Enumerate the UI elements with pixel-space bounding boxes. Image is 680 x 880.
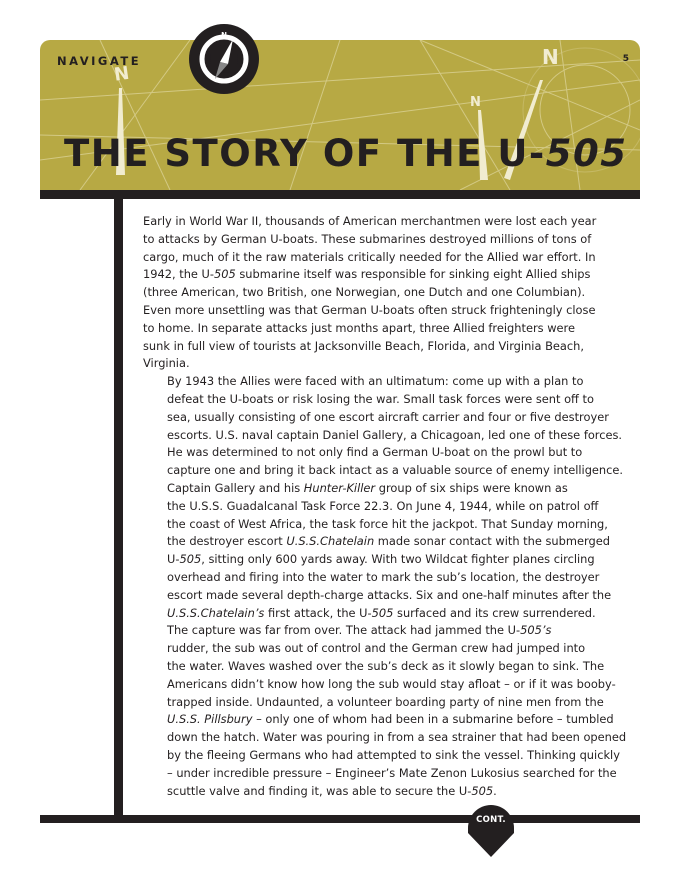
text-run: submarine itself was responsible for sinking eight Allied ships: [235, 267, 591, 282]
italic-text-run: Hunter-Killer: [303, 480, 376, 495]
text-line: [143, 320, 575, 338]
text-run: (three American, two British, one Norwegian, one Dutch and one Columbian).: [143, 285, 586, 300]
header-rule: [40, 190, 640, 199]
text-run: overhead and firing into the water to mark the sub’s location, the destroyer: [167, 569, 600, 584]
text-run: down the hatch. Water was pouring in from a sea strainer that had been opened: [167, 730, 627, 745]
compass-icon: [189, 24, 259, 94]
text-line: [143, 533, 610, 551]
text-run: Early in World War II, thousands of American merchantmen were lost each year: [143, 214, 597, 228]
title-number: 505: [545, 132, 628, 175]
text-line: [143, 302, 596, 320]
text-run: escort made several depth-charge attacks. Six and one-half minutes after the: [167, 587, 612, 602]
italic-text-run: 505: [179, 552, 202, 567]
italic-text-run: U.S.S.Chatelain: [286, 534, 375, 549]
svg-text:N: N: [470, 95, 481, 110]
text-line: [143, 640, 586, 658]
text-line: [143, 658, 605, 676]
text-run: sea, usually consisting of one escort aircraft carrier and four or five destroyer: [167, 409, 609, 424]
paragraph: [143, 622, 627, 800]
paragraph: [143, 373, 624, 480]
title-main: THE STORY OF THE U-: [64, 132, 546, 175]
text-run: by the fleeing Germans who had attempted to sink the vessel. Thinking quickly: [167, 747, 620, 762]
text-line: [143, 711, 614, 729]
text-line: [143, 231, 592, 249]
article-body: [143, 213, 627, 800]
text-run: .: [493, 783, 497, 798]
text-run: cargo, much of it the raw materials critically needed for the Allied war effort. In: [143, 249, 596, 264]
svg-text:N: N: [112, 62, 131, 86]
text-line: [143, 551, 595, 569]
text-run: the coast of West Africa, the task force hit the jackpot. That Sunday morning,: [167, 516, 608, 531]
text-run: – under incredible pressure – Engineer’s Mate Zenon Lukosius searched for the: [167, 765, 617, 780]
paragraph: [143, 480, 612, 622]
text-run: rudder, the sub was out of control and the German crew had jumped into: [167, 641, 586, 656]
side-rule: [114, 199, 123, 817]
continue-marker[interactable]: [466, 805, 516, 857]
compass-letter: N: [221, 31, 227, 39]
text-line: [143, 373, 584, 391]
text-line: [143, 747, 620, 765]
text-line: [143, 765, 617, 783]
text-line: [143, 249, 596, 267]
text-run: defeat the U-boats or risk losing the war. Small task forces were sent off to: [167, 391, 594, 406]
paragraph: [143, 213, 597, 373]
section-label: NAVIGATE: [57, 54, 142, 68]
italic-text-run: 505’s: [520, 623, 552, 638]
italic-text-run: 505: [371, 605, 394, 620]
text-line: [143, 284, 586, 302]
text-line: [143, 498, 599, 516]
text-run: 1942, the U-: [143, 267, 214, 282]
continue-label: CONT.: [476, 815, 506, 825]
text-line: [143, 213, 597, 231]
text-line: [143, 676, 616, 694]
text-line: [143, 462, 624, 480]
text-run: group of six ships were known as: [375, 480, 568, 495]
italic-text-run: 505: [471, 783, 494, 798]
text-run: escorts. U.S. naval captain Daniel Gallery, a Chicagoan, led one of these forces.: [167, 427, 623, 442]
text-line: [143, 266, 591, 284]
text-run: the water. Waves washed over the sub’s deck as it slowly began to sink. The: [167, 658, 605, 673]
text-run: sunk in full view of tourists at Jacksonville Beach, Florida, and Virginia Beach,: [143, 338, 584, 353]
text-line: [143, 391, 594, 409]
italic-text-run: U.S.S.Chatelain’s: [167, 605, 265, 620]
text-run: He was determined to not only find a German U-boat on the prowl but to: [167, 445, 583, 460]
text-run: surfaced and its crew surrendered.: [393, 605, 596, 620]
text-run: Virginia.: [143, 356, 190, 371]
text-line: [143, 338, 584, 356]
text-run: capture one and bring it back intact as a valuable source of enemy intelligence.: [167, 463, 624, 478]
text-line: [143, 569, 600, 587]
text-line: [143, 444, 583, 462]
text-run: Captain Gallery and his: [167, 480, 304, 495]
text-line: [143, 783, 575, 801]
text-run: to home. In separate attacks just months apart, three Allied freighters were: [143, 320, 575, 335]
text-line: [143, 516, 608, 534]
text-line: [143, 694, 604, 712]
text-line: [143, 355, 575, 373]
text-line: [143, 480, 575, 498]
text-line: [143, 605, 596, 623]
text-line: [143, 587, 612, 605]
text-run: made sonar contact with the submerged: [374, 534, 610, 549]
text-run: trapped inside. Undaunted, a volunteer boarding party of nine men from the: [167, 694, 604, 709]
text-run: first attack, the U-: [264, 605, 372, 620]
italic-text-run: 505: [214, 267, 236, 282]
text-run: scuttle valve and finding it, was able to secure the U-: [167, 783, 472, 798]
header-banner: [40, 40, 640, 190]
text-run: the destroyer escort: [167, 534, 287, 549]
text-run: to attacks by German U-boats. These submarines destroyed millions of tons of: [143, 231, 592, 246]
text-run: , sitting only 600 yards away. With two Wildcat fighter planes circling: [201, 552, 595, 567]
footer-rule: [40, 815, 640, 823]
text-run: – only one of whom had been in a submarine before – tumbled: [252, 712, 614, 727]
italic-text-run: U.S.S. Pillsbury: [167, 712, 253, 727]
text-run: Even more unsettling was that German U-boats often struck frighteningly close: [143, 302, 596, 317]
svg-text:N: N: [542, 45, 559, 69]
page-number: 5: [622, 54, 629, 64]
text-line: [143, 729, 627, 747]
down-arrow-icon: [466, 805, 516, 857]
text-line: [143, 427, 623, 445]
page-title: [64, 132, 627, 175]
text-run: Americans didn’t know how long the sub would stay afloat – or if it was booby-: [167, 676, 616, 691]
text-line: [143, 409, 609, 427]
text-run: U-: [167, 552, 180, 567]
text-run: the U.S.S. Guadalcanal Task Force 22.3. On June 4, 1944, while on patrol off: [167, 498, 599, 513]
text-line: [143, 622, 575, 640]
text-run: The capture was far from over. The attack had jammed the U-: [167, 623, 521, 638]
text-run: By 1943 the Allies were faced with an ultimatum: come up with a plan to: [167, 374, 584, 389]
